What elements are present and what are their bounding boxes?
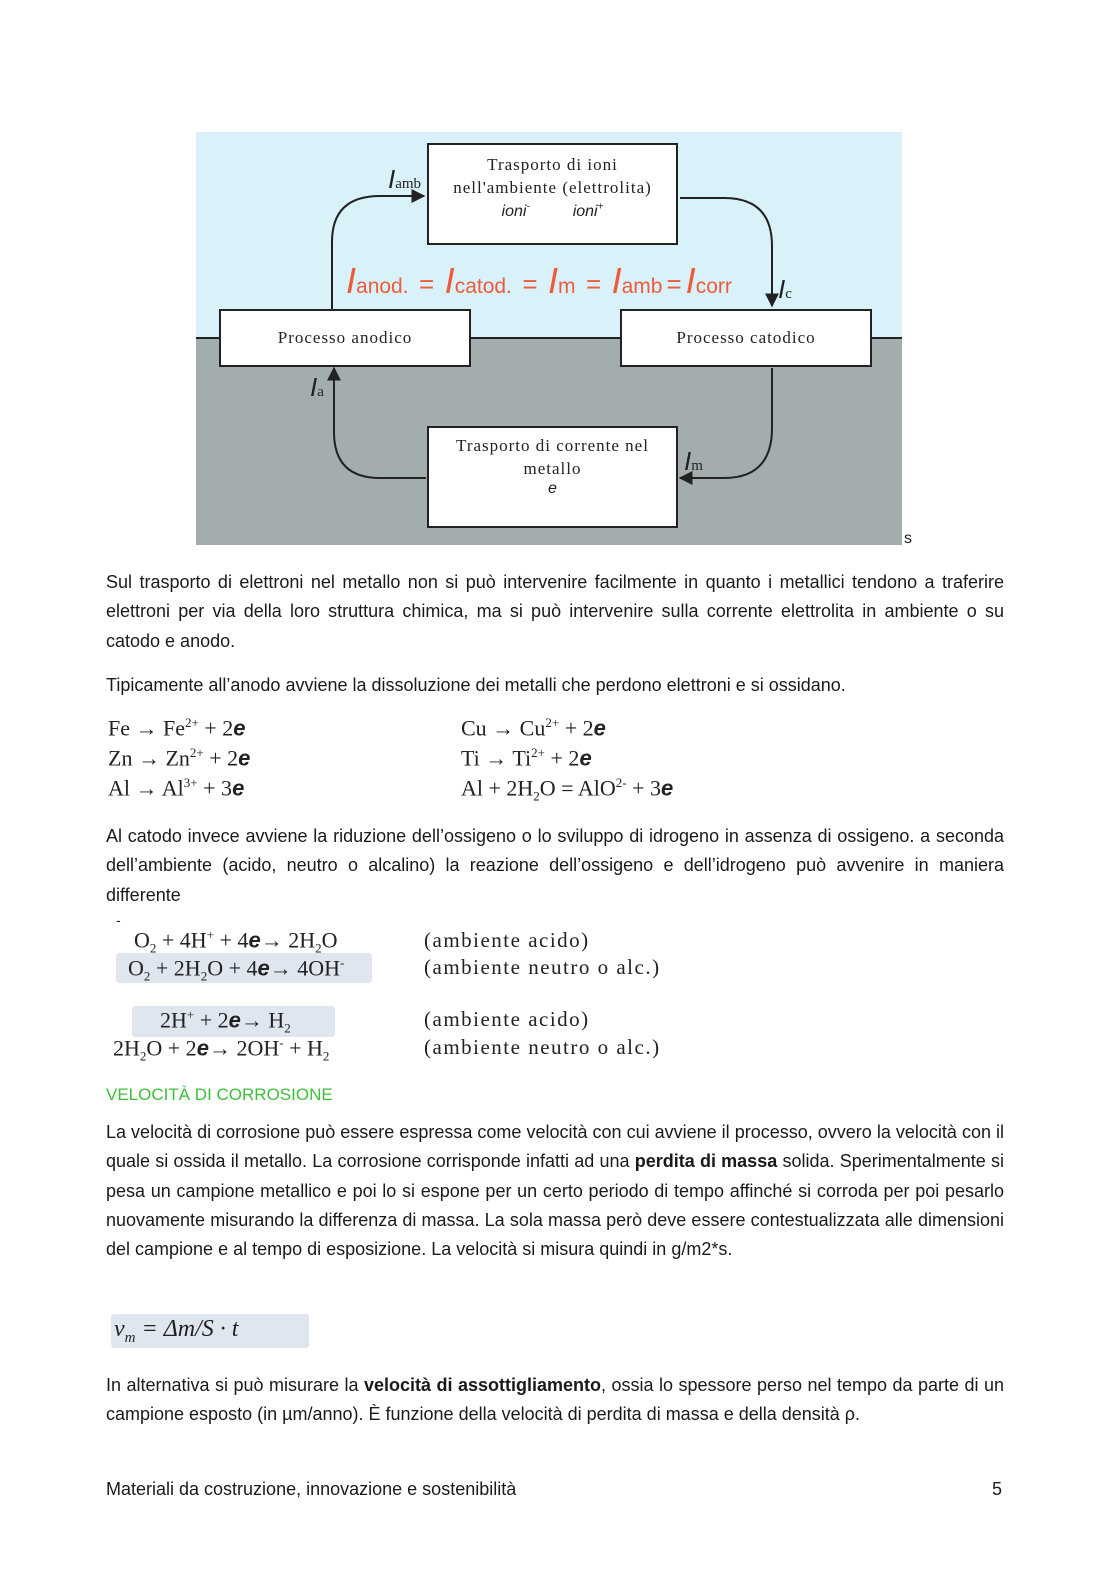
current-equality: Ianod. = Icatod. = Im = Iamb = Icorr [346,260,732,301]
metal-current-out-arrow [334,368,426,478]
section-heading: VELOCITÀ DI CORROSIONE [106,1085,333,1104]
anodic-reaction-cu: $Cu \to Cu^{2+} + 2e$ [461,715,606,741]
mass-loss-rate-formula: $v_m = \Delta m/S \cdot t$ [114,1316,239,1346]
env-oxygen-neutral: (ambiente neutro o alc.) [424,955,661,979]
metal-current-label: Im [684,446,703,476]
anion-label: ioni- [501,202,530,221]
cathodic-reaction-oxygen-acid: $O_2 + 4H^+ + 4e\to 2H_2O$ [134,927,338,956]
anodic-reaction-al: $Al \to Al^{3+} + 3e$ [108,775,245,801]
cation-label: ioni+ [572,202,604,221]
footer-title: Materiali da costruzione, innovazione e sostenibilità [106,1479,517,1499]
anodic-process-label: Processo anodico [277,328,413,347]
ion-transport-line1: Trasporto di ioni [487,155,618,174]
env-oxygen-acid: (ambiente acido) [424,928,590,952]
anodic-reaction-zn: $Zn \to Zn^{2+} + 2e$ [108,745,251,771]
metal-transport-box [427,426,678,528]
anodic-process-box [219,309,471,367]
metal-transport-line2: metallo [523,459,582,478]
paragraph-anode: Tipicamente all’anodo avviene la dissoluzione dei metalli che perdono elettroni e si ossidano. [106,675,846,695]
ambient-current-label: Iamb [388,164,422,194]
cathodic-current-label: Ic [778,274,792,304]
anodic-reaction-al-water: $Al + 2H_2O = AlO^{2-} + 3e$ [461,775,674,804]
dash-mark: - [116,912,121,928]
env-hydrogen-acid: (ambiente acido) [424,1007,590,1031]
page-number: 5 [992,1479,1003,1499]
anodic-reaction-fe: $Fe \to Fe^{2+} + 2e$ [108,715,246,741]
cathodic-reaction-hydrogen-acid: $2H^+ + 2e\to H_2$ [160,1007,291,1036]
electron-label: e [548,480,557,497]
cathodic-process-label: Processo catodico [676,328,816,347]
env-hydrogen-neutral: (ambiente neutro o alc.) [424,1035,661,1059]
paragraph-corrosion-rate: La velocità di corrosione può essere espressa come velocità con cui avviene il processo, ovvero la velocità con il quale si ossida il metallo. La corrosione corrisponde infatti ad una perdita di massa solida. Sperimentalmente si pesa un campione metallico e poi lo si espone per un certo periodo di tempo affinché si corroda per poi pesarlo nuovamente misurando la differenza di massa. La sola massa però deve essere contestualizzata alle dimensioni del campione e al tempo di esposizione. La velocità si misura quindi in g/m2*s. [106,1122,1004,1260]
anodic-current-label: Ia [310,372,324,402]
cathodic-reaction-oxygen-neutral: $O_2 + 2H_2O + 4e\to 4OH^-$ [128,955,345,984]
paragraph-thinning-rate: In alternativa si può misurare la velocità di assottigliamento, ossia lo spessore perso nel tempo da parte di un campione esposto (in µm/anno). È funzione della velocità di perdita di massa e della densità ρ. [106,1375,1004,1425]
paragraph-electron-transport: Sul trasporto di elettroni nel metallo non si può intervenire facilmente in quanto i metallici tendono a traferire elettroni per via della loro struttura chimica, ma si può intervenire sulla corrente elettrolita in ambiente o su catodo e anodo. [106,572,1004,651]
term-thinning-rate: velocità di assottigliamento [363,1375,601,1395]
term-mass-loss: perdita di massa [634,1151,778,1172]
corrosion-cell-diagram [196,132,902,545]
cathodic-reaction-hydrogen-neutral: $2H_2O + 2e\to 2OH^- + H_2$ [113,1035,330,1064]
ion-transport-line2: nell'ambiente (elettrolita) [453,178,652,197]
cathodic-process-box [620,309,872,367]
anodic-reaction-ti: $Ti \to Ti^{2+} + 2e$ [461,745,592,771]
paragraph-cathode: Al catodo invece avviene la riduzione dell’ossigeno o lo sviluppo di idrogeno in assenza di ossigeno. a seconda dell’ambiente (acido, neutro o alcalino) la reazione dell’ossigeno e dell’idrogeno può avvenire in maniera differente [106,826,1004,905]
ion-transport-box [427,143,678,245]
metal-transport-line1: Trasporto di corrente nel [456,436,649,455]
stray-mark: s [904,530,912,547]
